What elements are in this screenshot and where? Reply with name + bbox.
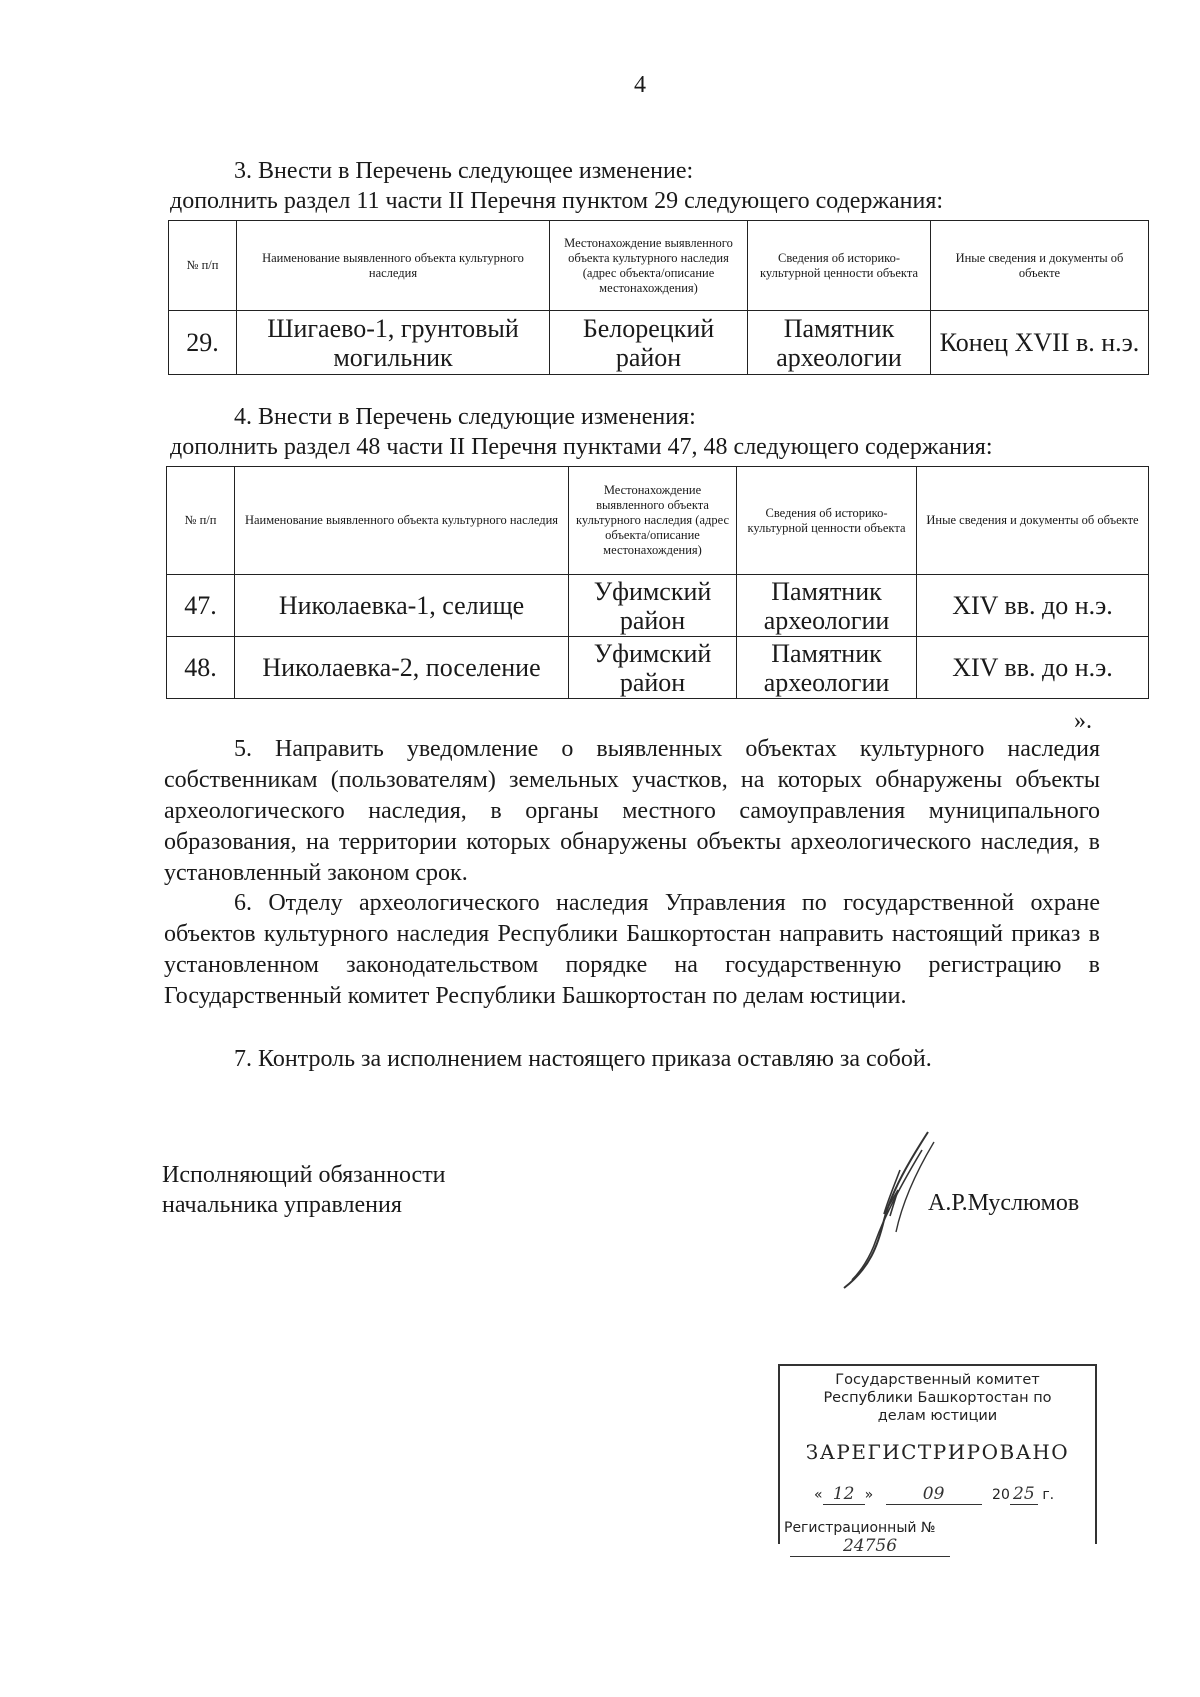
- object-location: Белорецкий район: [550, 311, 748, 375]
- stamp-reg-number: 24756: [790, 1536, 950, 1557]
- column-header: Сведения об историко-культурной ценности объекта: [737, 467, 917, 575]
- column-header: Местонахождение выявленного объекта культурного наследия (адрес объекта/описание местонахождения): [569, 467, 737, 575]
- object-name: Николаевка-1, селище: [235, 575, 569, 637]
- paragraph-6-text: 6. Отделу археологического наследия Управления по государственной охране объектов культурного наследия Республики Башкортостан направить настоящий приказ в установленном законодательством порядке на государственную регистрацию в Государственный комитет Республики Башкортостан по делам юстиции.: [164, 890, 1100, 1009]
- closing-quote: ».: [1074, 708, 1092, 734]
- stamp-status: ЗАРЕГИСТРИРОВАНО: [805, 1440, 1070, 1464]
- column-header: Наименование выявленного объекта культурного наследия: [237, 221, 550, 311]
- object-other: XIV вв. до н.э.: [917, 637, 1149, 699]
- section4-heading: 4. Внести в Перечень следующие изменения:: [234, 404, 696, 430]
- object-name: Шигаево-1, грунтовый могильник: [237, 311, 550, 375]
- table-row: [169, 311, 1149, 375]
- signatory-position: Исполняющий обязанности начальника управления: [162, 1162, 446, 1218]
- registration-stamp: [778, 1364, 1097, 1556]
- paragraph-7: 7. Контроль за исполнением настоящего приказа оставляю за собой.: [234, 1046, 932, 1072]
- stamp-year-unit: г.: [1042, 1487, 1055, 1503]
- object-location: Уфимский район: [569, 637, 737, 699]
- object-name: Николаевка-2, поселение: [235, 637, 569, 699]
- stamp-date: « 12 » 09 20 25 г.: [814, 1484, 1055, 1504]
- column-header: Наименование выявленного объекта культурного наследия: [235, 467, 569, 575]
- row-number: 48.: [167, 637, 235, 699]
- section4-table: [166, 466, 1149, 699]
- column-header: № п/п: [169, 221, 237, 311]
- column-header: Иные сведения и документы об объекте: [931, 221, 1149, 311]
- section4-subheading: дополнить раздел 48 части II Перечня пунктами 47, 48 следующего содержания:: [170, 434, 993, 460]
- paragraph-5: [164, 734, 1100, 889]
- section3-heading: 3. Внести в Перечень следующее изменение:: [234, 158, 694, 184]
- stamp-month: 09: [886, 1484, 982, 1505]
- column-header: Местонахождение выявленного объекта культурного наследия (адрес объекта/описание местонахождения): [550, 221, 748, 311]
- table-header-row: [169, 221, 1149, 311]
- column-header: Иные сведения и документы об объекте: [917, 467, 1149, 575]
- section3-subheading: дополнить раздел 11 части II Перечня пунктом 29 следующего содержания:: [170, 188, 944, 214]
- column-header: № п/п: [167, 467, 235, 575]
- stamp-year-suffix: 25: [1010, 1484, 1038, 1505]
- page-number: 4: [634, 72, 646, 98]
- section3-table: [168, 220, 1149, 375]
- object-other: XIV вв. до н.э.: [917, 575, 1149, 637]
- stamp-organization: Государственный комитет Республики Башкортостан по делам юстиции: [823, 1372, 1052, 1424]
- paragraph-5-text: 5. Направить уведомление о выявленных объектах культурного наследия собственникам (пользователям) земельных участков, на которых обнаружены объекты археологического наследия, в органы местного самоуправления муниципального образования, на территории которых обнаружены объекты археологического наследия, в установленный законом срок.: [164, 736, 1100, 886]
- signatory-name: А.Р.Муслюмов: [928, 1190, 1080, 1216]
- object-value: Памятник археологии: [737, 637, 917, 699]
- table-row: [167, 637, 1149, 699]
- row-number: 29.: [169, 311, 237, 375]
- object-value: Памятник археологии: [748, 311, 931, 375]
- row-number: 47.: [167, 575, 235, 637]
- paragraph-6: [164, 888, 1100, 1012]
- stamp-day: 12: [823, 1484, 865, 1505]
- table-header-row: [167, 467, 1149, 575]
- object-value: Памятник археологии: [737, 575, 917, 637]
- object-location: Уфимский район: [569, 575, 737, 637]
- stamp-reg-label: Регистрационный №: [784, 1520, 936, 1536]
- object-other: Конец XVII в. н.э.: [931, 311, 1149, 375]
- stamp-year-prefix: 20: [992, 1487, 1010, 1503]
- column-header: Сведения об историко-культурной ценности объекта: [748, 221, 931, 311]
- stamp-registration-number: [784, 1520, 1094, 1557]
- table-row: [167, 575, 1149, 637]
